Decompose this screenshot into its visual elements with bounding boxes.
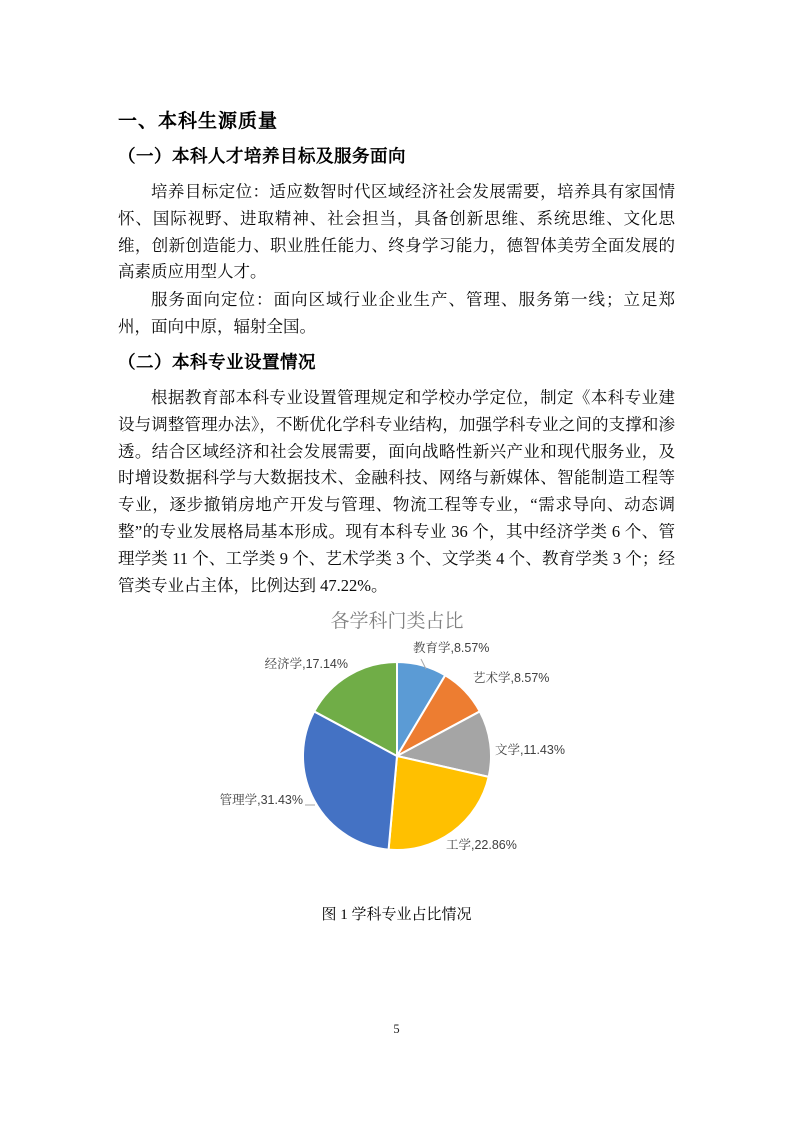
paragraph-service-orientation: 服务面向定位：面向区域行业企业生产、管理、服务第一线；立足郑州，面向中原，辐射全国。 [118, 290, 675, 336]
subsection-heading-major-setup: （二）本科专业设置情况 [118, 352, 316, 372]
paragraph-training-goal: 培养目标定位：适应数智时代区域经济社会发展需要，培养具有家国情怀、国际视野、进取精神、社会担当，具备创新思维、系统思维、文化思维，创新创造能力、职业胜任能力、终身学习能力，德智体美劳全面发展的高素质应用型人才。 [118, 182, 675, 282]
paragraph-major-setup: 根据教育部本科专业设置管理规定和学校办学定位，制定《本科专业建设与调整管理办法》，不断优化学科专业结构，加强学科专业之间的支撑和渗透。结合区域经济和社会发展需要，面向战略性新兴产业和现代服务业，及时增设数据科学与大数据技术、金融科技、网络与新媒体、智能制造工程等专业，逐步撤销房地产开发与管理、物流工程等专业，“需求导向、动态调整”的专业发展格局基本形成。现有本科专业 36 个，其中经济学类 6 个、管理学类 11 个、工学类 9 个、艺术学类 3 个、文学类 4 个、教育学类 3 个；经管类专业占主体，比例达到 47.22%。 [118, 388, 675, 595]
subsection-heading-training-goals: （一）本科人才培养目标及服务面向 [118, 146, 406, 166]
discipline-pie-chart [120, 597, 676, 869]
pie-data-label-5: 管理学,31.43% [219, 793, 303, 807]
chart-title: 各学科门类占比 [330, 611, 464, 632]
pie-data-label-1: 教育学,8.57% [413, 641, 490, 655]
page-number: 5 [393, 1022, 400, 1036]
section-heading: 一、本科生源质量 [118, 111, 279, 132]
figure-caption: 图 1 学科专业占比情况 [321, 907, 472, 923]
pie-data-label-2: 艺术学,8.57% [473, 671, 550, 685]
pie-data-label-3: 文学,11.43% [495, 743, 565, 757]
pie-data-label-6: 经济学,17.14% [264, 657, 348, 671]
pie-data-label-4: 工学,22.86% [446, 838, 517, 852]
